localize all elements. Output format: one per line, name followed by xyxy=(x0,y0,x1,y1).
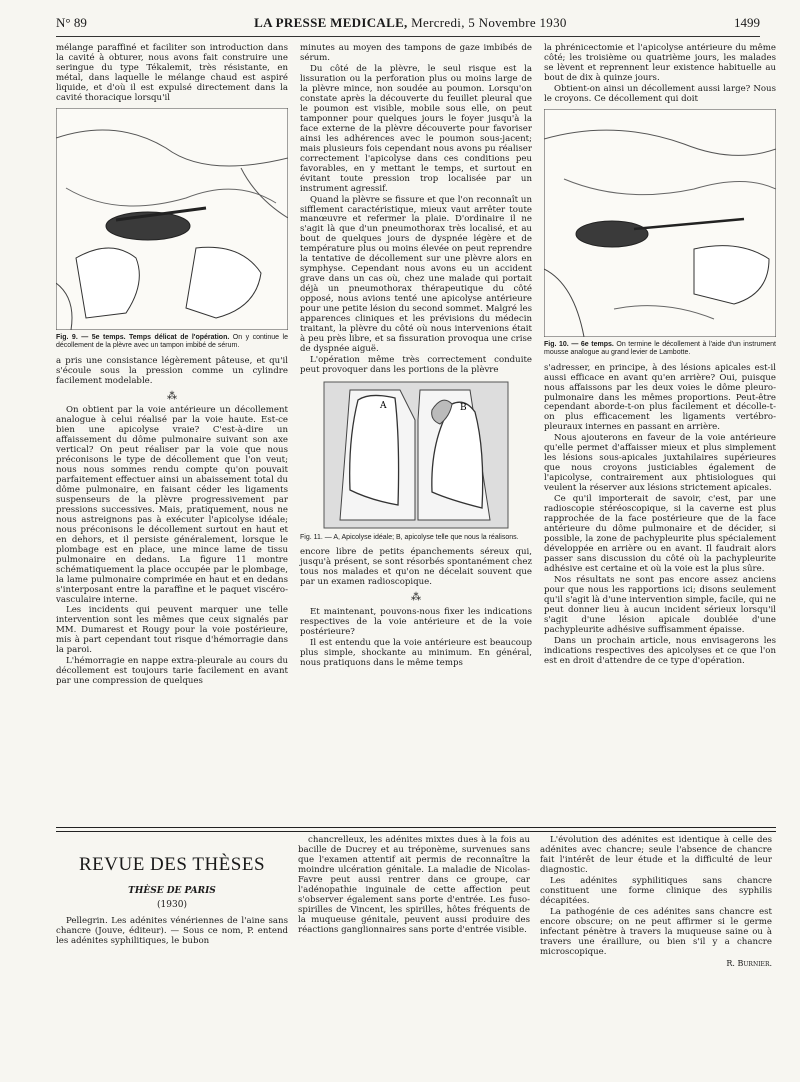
section-separator: ⁂ xyxy=(411,592,421,604)
section-year: (1930) xyxy=(157,900,187,911)
journal-name: LA PRESSE MEDICALE, xyxy=(254,15,408,30)
paragraph: Les incidents qui peuvent marquer une telle intervention sont les mêmes que ceux signalés par MM. Dumarest et Rougy pour la voie postérieure, mis à part cependant tout risque d'hémorragie dans la paroi. xyxy=(56,605,288,656)
revue-column-3 xyxy=(540,836,772,968)
page-header xyxy=(56,10,760,37)
paragraph: Dans un prochain article, nous envisagerons les indications respectives des apicolyses et ce que l'on est en droit d'attendre de ce type d'opération. xyxy=(544,635,776,666)
section-divider xyxy=(56,831,776,832)
paragraph: Pellegrin. Les adénites vénériennes de l'aine sans chancre (Jouve, éditeur). — Sous ce nom, P. entend les adénites syphilitiques, le bubon xyxy=(56,915,288,946)
paragraph: mélange paraffiné et faciliter son introduction dans la cavité à obturer, nous avons fait construire une seringue du type Tékalemit, très résistante, en métal, dans laquelle le mélange chaud est aspiré liquide, et d'où il est expulsé directement dans la cavité thoracique lorsqu'il xyxy=(56,43,288,103)
paragraph: la phrénicectomie et l'apicolyse antérieure du même côté; les troisième ou quatrième jours, les malades se lèvent et reprennent leur existence habituelle au bout de dix à quinze jours. xyxy=(544,43,776,83)
paragraph: a pris une consistance légèrement pâteuse, et qu'il s'écoule sous la pression comme un cylindre facilement modelable. xyxy=(56,355,288,386)
section-separator: ⁂ xyxy=(167,390,177,402)
caption-title: Fig. 9. — 5e temps. Temps délicat de l'opération. xyxy=(56,333,230,341)
figure-10-caption xyxy=(544,341,776,358)
paragraph: Obtient-on ainsi un décollement aussi large? Nous le croyons. Ce décollement qui doit xyxy=(544,83,776,104)
lung-diagram xyxy=(300,380,532,530)
column-1 xyxy=(56,44,288,819)
paragraph: On obtient par la voie antérieure un décollement analogue à celui réalisé par la voie haute. Est-ce bien une apicolyse vraie? C'est-à-dire un affaissement du dôme pulmonaire suivant son axe vertical? On peut réaliser par la voie que nous préconisons le type de décollement que l'on veut; nous nous sommes rendu compte qu'on pouvait parfaitement effectuer ainsi un abaissement total du dôme pulmonaire, en faisant céder les ligaments suspenseurs de la plèvre progressivement par pressions successives. Mais, pratiquement, nous ne nous astreignons pas à exécuter l'apicolyse idéale; nous préconisons le décollement surtout en haut et en dehors, et il persiste généralement, lorsque le plombage est en place, une mince lame de tissu pulmonaire en dedans. La figure 11 montre schématiquement la place occupée par le plombage, la lame pulmonaire comprimée en haut et en dedans s'interposant entre la paraffine et le paquet viscéro-vasculaire interne. xyxy=(56,405,288,605)
caption-text: On termine le décollement à l'aide d'un instrument mousse analogue au grand levier de Lambotte. xyxy=(544,340,776,357)
paragraph: s'adresser, en principe, à des lésions apicales est-il aussi efficace en avant qu'en arrière? Oui, puisque nous affaissons par les deux voies le dôme pleuro-pulmonaire dans les mêmes proportions. Peut-être cependant aborde-t-on plus facilement et décolle-t-on plus efficacement les ligaments vertébro-pleuraux internes en passant en arrière. xyxy=(544,362,776,433)
paragraph: Nous ajouterons en faveur de la voie antérieure qu'elle permet d'affaisser mieux et plus simplement les lésions sous-apicales juxtahilaires supérieures que nous croyons justiciables également de l'apicolyse, contrairement aux phtisiologues qui veulent la réserver aux lésions strictement apicales. xyxy=(544,433,776,494)
paragraph: Du côté de la plèvre, le seul risque est la lissuration ou la perforation plus ou moins large de la plèvre mince, non soudée au poumon. Lorsqu'on constate après la découverte du feuillet pleural que le poumon est visible, mobile sous elle, on peut tamponner pour quelques jours le foyer jusqu'à la face externe de la plèvre découverte pour favoriser ainsi les adhérences avec le poumon sous-jacent; mais plusieurs fois cependant nous avons pu réaliser correctement l'apicolyse dans ces conditions peu favorables, en y mettant le temps, et surtout en évitant toute pression trop localisée par un instrument agressif. xyxy=(300,63,532,194)
section-subtitle: THÈSE DE PARIS xyxy=(128,886,216,897)
signature: R. Burnier. xyxy=(726,958,772,968)
article-columns xyxy=(56,44,776,819)
column-3 xyxy=(544,44,776,819)
caption-text: On y continue le décollement de la plèvre avec un tampon imbibé de sérum. xyxy=(56,333,288,350)
section-title: REVUE DES THÈSES xyxy=(78,854,266,875)
surgery-illustration-9 xyxy=(56,108,288,330)
paragraph: Ce qu'il importerait de savoir, c'est, par une radioscopie stéréoscopique, si la caverne est plus rapprochée de la face postérieure que de la face antérieure du dôme pulmonaire et de décider, si possible, la zone de pachypleurite plus spécialement développée en arrière ou en avant. Il faudrait alors passer sans discussion du côté où la pachypleurite adhésive est certaine et où la voie est la plus sûre. xyxy=(544,494,776,574)
column-2 xyxy=(300,44,532,819)
paragraph: Il est entendu que la voie antérieure est beaucoup plus simple, shockante au minimum. En général, nous pratiquons dans le même temps xyxy=(300,637,532,668)
caption-title: Fig. 10. — 6e temps. xyxy=(544,340,614,348)
revue-column-1 xyxy=(56,836,288,968)
paragraph: Quand la plèvre se fissure et que l'on reconnaît un sifflement caractéristique, mieux vaut arrêter toute manœuvre et refermer la plaie. D'ordinaire il ne s'agit là que d'un pneumothorax très localisé, et au bout de quelques jours de dyspnée légère et de température plus ou moins élevée on peut reprendre la tentative de décollement sur une plèvre alors en symphyse. Cependant nous avons eu un accident grave dans un cas où, chez une malade qui portait déjà un pneumothorax thérapeutique du côté opposé, nous avions tenté une apicolyse antérieure pour une petite lésion du second sommet. Malgré les apparences cliniques et les prévisions du médecin traitant, la plèvre du côté où nous intervenions était à peu près libre, et sa fissuration provoqua une crise de dyspnée aiguë. xyxy=(300,194,532,355)
paragraph: Et maintenant, pouvons-nous fixer les indications respectives de la voie antérieure et de la voie postérieure? xyxy=(300,606,532,637)
paragraph: minutes au moyen des tampons de gaze imbibés de sérum. xyxy=(300,43,532,63)
revue-column-2 xyxy=(298,836,530,968)
paragraph: L'hémorragie en nappe extra-pleurale au cours du décollement est toujours tarie facilement en avant par une compression de quelques xyxy=(56,656,288,687)
figure-11-caption: Fig. 11. — A, Apicolyse idéale; B, apicolyse telle que nous la réalisons. xyxy=(300,533,519,541)
figure-9-caption xyxy=(56,334,288,351)
paragraph: encore libre de petits épanchements séreux qui, jusqu'à présent, se sont résorbés spontanément chez tous nos malades et qu'on ne décelait souvent que par un examen radioscopique. xyxy=(300,547,532,588)
label-a: A xyxy=(380,400,387,411)
revue-des-theses xyxy=(56,836,776,968)
figure-9 xyxy=(56,108,288,330)
section-divider xyxy=(56,827,776,828)
surgery-illustration-10 xyxy=(544,109,776,337)
paragraph: Nos résultats ne sont pas encore assez anciens pour que nous les rapportions ici; disons seulement qu'il s'agit là d'une intervention simple, facile, qui ne peut donner lieu à aucun incident sérieux lorsqu'il s'agit d'une lésion apicale doublée d'une pachypleurite adhésive suffisamment épaisse. xyxy=(544,574,776,635)
paragraph: Les adénites syphilitiques sans chancre constituent une forme clinique des syphilis décapitées. xyxy=(540,875,772,906)
paragraph: chancrelleux, les adénites mixtes dues à la fois au bacille de Ducrey et au tréponème, survenues sans que l'examen attentif ait permis de reconnaître la moindre ulcération génitale. La maladie de Nicolas-Favre peut aussi rentrer dans ce groupe, car l'adénopathie inguinale de cette affection peut s'observer également sans porte d'entrée. Les fuso-spirilles de Vincent, les spirilles, hôtes fréquents de la muqueuse génitale, peuvent aussi produire des réactions ganglionnaires sans porte d'entrée visible. xyxy=(298,835,530,935)
page-number: 1499 xyxy=(733,15,760,30)
figure-10 xyxy=(544,109,776,337)
paragraph: L'évolution des adénites est identique à celle des adénites avec chancre; seule l'absence de chancre fait l'intérêt de leur étude et la difficulté de leur diagnostic. xyxy=(540,835,772,875)
journal-title xyxy=(254,15,567,31)
issue-date: Mercredi, 5 Novembre 1930 xyxy=(411,15,567,30)
issue-number: N° 89 xyxy=(56,15,87,30)
figure-11 xyxy=(300,380,532,530)
paragraph: L'opération même très correctement conduite peut provoquer dans les portions de la plèvre xyxy=(300,355,532,375)
label-b: B xyxy=(460,402,467,413)
paragraph: La pathogénie de ces adénites sans chancre est encore obscure; on ne peut affirmer si le germe infectant pénètre à travers la muqueuse saine ou à travers une éraillure, ou bien s'il y a chancre microscopique. xyxy=(540,906,772,957)
